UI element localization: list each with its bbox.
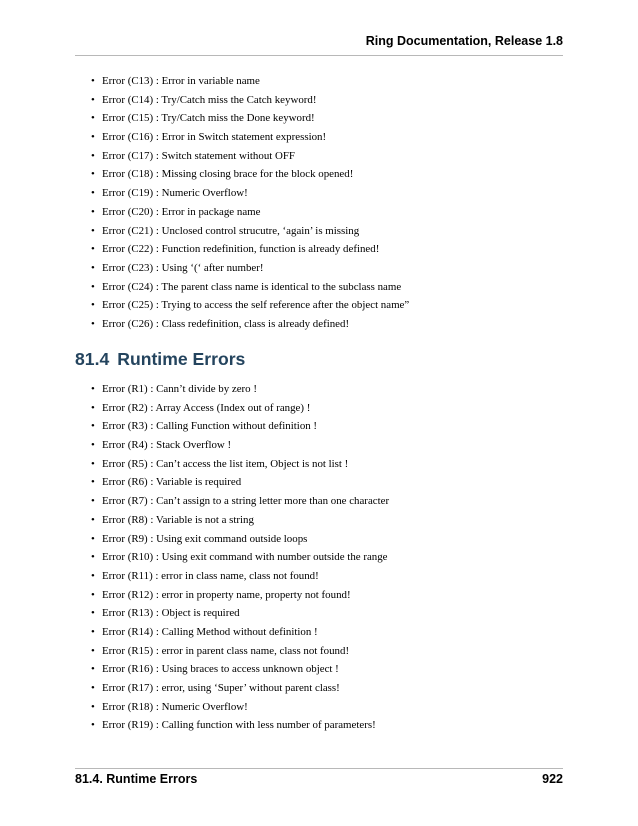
bullet-icon: •: [91, 317, 95, 330]
list-item: [91, 473, 561, 492]
error-text: Error (C23) : Using ‘(‘ after number!: [102, 261, 264, 274]
error-text: Error (R1) : Cann’t divide by zero !: [102, 383, 257, 395]
error-text: Error (R17) : error, using ‘Super’ without parent class!: [102, 682, 340, 694]
error-text: Error (R7) : Can’t assign to a string letter more than one character: [102, 495, 390, 508]
list-item: [91, 315, 561, 334]
bullet-icon: •: [91, 299, 95, 312]
list-item: [91, 604, 561, 623]
error-text: Error (C13) : Error in variable name: [102, 75, 260, 87]
bullet-icon: •: [91, 439, 95, 452]
list-item: [91, 642, 561, 661]
bullet-icon: •: [91, 205, 95, 218]
error-text: Error (C26) : Class redefinition, class is already defined!: [102, 317, 350, 330]
list-item: [91, 165, 561, 184]
list-item: [91, 530, 561, 549]
list-item: [91, 296, 561, 315]
error-text: Error (C19) : Numeric Overflow!: [102, 187, 248, 200]
list-item: [91, 128, 561, 147]
list-item: [91, 417, 561, 436]
bullet-icon: •: [91, 495, 95, 508]
bullet-icon: •: [91, 607, 95, 620]
bullet-icon: •: [91, 476, 95, 489]
list-item: [91, 109, 561, 128]
section-title: Runtime Errors: [117, 349, 246, 369]
bullet-icon: •: [91, 513, 95, 526]
bullet-icon: •: [91, 420, 95, 433]
bullet-icon: •: [91, 551, 95, 564]
bullet-icon: •: [91, 93, 95, 106]
error-text: Error (R6) : Variable is required: [102, 476, 242, 489]
list-item: [91, 259, 561, 278]
error-text: Error (C15) : Try/Catch miss the Done keyword!: [102, 112, 315, 125]
compile-errors-list: [91, 72, 561, 334]
bullet-icon: •: [91, 131, 95, 144]
list-item: [91, 147, 561, 166]
bullet-icon: •: [91, 112, 95, 125]
error-text: Error (R12) : error in property name, property not found!: [102, 588, 351, 601]
bullet-icon: •: [91, 224, 95, 237]
bullet-icon: •: [91, 719, 95, 732]
error-text: Error (C17) : Switch statement without OFF: [102, 149, 295, 162]
list-item: [91, 623, 561, 642]
list-item: [91, 698, 561, 717]
bullet-icon: •: [91, 383, 95, 395]
bullet-icon: •: [91, 625, 95, 638]
error-text: Error (R16) : Using braces to access unknown object !: [102, 663, 339, 676]
list-item: [91, 399, 561, 418]
bullet-icon: •: [91, 261, 95, 274]
list-item: [91, 380, 561, 399]
list-item: [91, 548, 561, 567]
bullet-icon: •: [91, 149, 95, 162]
bullet-icon: •: [91, 75, 95, 87]
error-text: Error (C20) : Error in package name: [102, 205, 261, 218]
footer-rule: [75, 768, 563, 769]
list-item: [91, 679, 561, 698]
bullet-icon: •: [91, 700, 95, 713]
bullet-icon: •: [91, 663, 95, 676]
bullet-icon: •: [91, 588, 95, 601]
error-text: Error (C18) : Missing closing brace for the block opened!: [102, 168, 354, 181]
list-item: [91, 184, 561, 203]
bullet-icon: •: [91, 187, 95, 200]
error-text: Error (R19) : Calling function with less number of parameters!: [102, 719, 376, 732]
error-text: Error (C22) : Function redefinition, function is already defined!: [102, 243, 380, 256]
list-item: [91, 716, 561, 735]
list-item: [91, 203, 561, 222]
list-item: [91, 240, 561, 259]
error-text: Error (R18) : Numeric Overflow!: [102, 700, 248, 713]
error-text: Error (R5) : Can’t access the list item, Object is not list !: [102, 457, 349, 470]
bullet-icon: •: [91, 644, 95, 657]
list-item: [91, 278, 561, 297]
list-item: [91, 436, 561, 455]
error-text: Error (C14) : Try/Catch miss the Catch keyword!: [102, 93, 317, 106]
error-text: Error (R2) : Array Access (Index out of range) !: [102, 401, 311, 414]
running-footer: [75, 772, 563, 786]
bullet-icon: •: [91, 457, 95, 470]
bullet-icon: •: [91, 682, 95, 694]
list-item: [91, 492, 561, 511]
error-text: Error (C24) : The parent class name is identical to the subclass name: [102, 280, 402, 293]
list-item: [91, 567, 561, 586]
bullet-icon: •: [91, 243, 95, 256]
bullet-icon: •: [91, 401, 95, 414]
running-header: Ring Documentation, Release 1.8: [365, 34, 563, 48]
error-text: Error (C25) : Trying to access the self reference after the object name”: [102, 299, 410, 312]
list-item: [91, 455, 561, 474]
error-text: Error (R3) : Calling Function without definition !: [102, 420, 318, 433]
section-heading: [75, 349, 245, 370]
error-text: Error (R4) : Stack Overflow !: [102, 439, 232, 452]
error-text: Error (R15) : error in parent class name, class not found!: [102, 644, 350, 657]
error-text: Error (C16) : Error in Switch statement expression!: [102, 131, 327, 144]
error-text: Error (R14) : Calling Method without definition !: [102, 625, 318, 638]
footer-page-number: 922: [542, 772, 563, 786]
error-text: Error (R9) : Using exit command outside loops: [102, 532, 308, 545]
footer-section-label: 81.4. Runtime Errors: [75, 772, 198, 786]
bullet-icon: •: [91, 168, 95, 181]
error-text: Error (C21) : Unclosed control strucutre, ‘again’ is missing: [102, 224, 360, 237]
runtime-errors-list: [91, 380, 561, 735]
error-text: Error (R8) : Variable is not a string: [102, 513, 254, 526]
error-text: Error (R11) : error in class name, class not found!: [102, 569, 319, 582]
list-item: [91, 660, 561, 679]
list-item: [91, 91, 561, 110]
list-item: [91, 511, 561, 530]
bullet-icon: •: [91, 280, 95, 293]
error-text: Error (R13) : Object is required: [102, 607, 240, 620]
list-item: [91, 586, 561, 605]
error-text: Error (R10) : Using exit command with number outside the range: [102, 551, 388, 564]
bullet-icon: •: [91, 532, 95, 545]
list-item: [91, 72, 561, 91]
bullet-icon: •: [91, 569, 95, 582]
list-item: [91, 222, 561, 241]
section-number: 81.4: [75, 349, 110, 369]
header-rule: [75, 55, 563, 56]
